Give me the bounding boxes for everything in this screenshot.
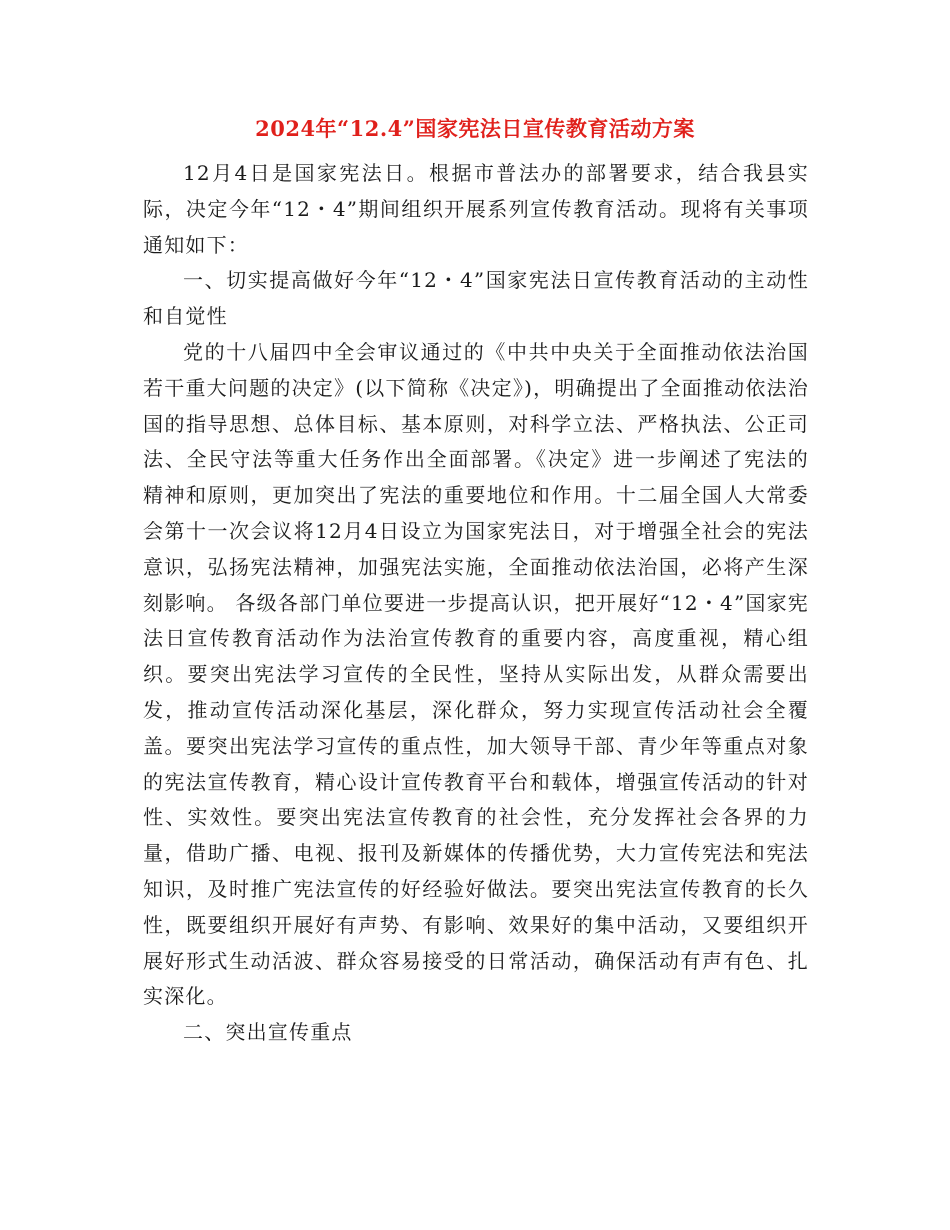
intro-paragraph: 12月4日是国家宪法日。根据市普法办的部署要求，结合我县实际，决定今年“12・4”期间组织开展系列宣传教育活动。现将有关事项通知如下： [143,161,809,257]
document-title: 2024年“12.4”国家宪法日宣传教育活动方案 [255,116,695,141]
document-body [143,156,809,1051]
section-heading-2: 二、突出宣传重点 [183,1020,353,1045]
section-1-body-paragraph: 党的十八届四中全会审议通过的《中共中央关于全面推动依法治国若干重大问题的决定》(以下简称《决定》)，明确提出了全面推动依法治国的指导思想、总体目标、基本原则，对科学立法、严格执法、公正司法、全民守法等重大任务作出全面部署。《决定》进一步阐述了宪法的精神和原则，更加突出了宪法的重要地位和作用。十二届全国人大常委会第十一次会议将12月4日设立为国家宪法日，对于增强全社会的宪法意识，弘扬宪法精神，加强宪法实施，全面推动依法治国，必将产生深刻影响。 各级各部门单位要进一步提高认识，把开展好“12・4”国家宪法日宣传教育活动作为法治宣传教育的重要内容，高度重视，精心组织。要突出宪法学习宣传的全民性，坚持从实际出发，从群众需要出发，推动宣传活动深化基层，深化群众，努力实现宣传活动社会全覆盖。要突出宪法学习宣传的重点性，加大领导干部、青少年等重点对象的宪法宣传教育，精心设计宣传教育平台和载体，增强宣传活动的针对性、实效性。要突出宪法宣传教育的社会性，充分发挥社会各界的力量，借助广播、电视、报刊及新媒体的传播优势，大力宣传宪法和宪法知识，及时推广宪法宣传的好经验好做法。要突出宪法宣传教育的长久性，既要组织开展好有声势、有影响、效果好的集中活动，又要组织开展好形式生动活波、群众容易接受的日常活动，确保活动有声有色、扎实深化。 [143,339,809,1009]
section-heading-1: 一、切实提高做好今年“12・4”国家宪法日宣传教育活动的主动性和自觉性 [143,268,809,329]
